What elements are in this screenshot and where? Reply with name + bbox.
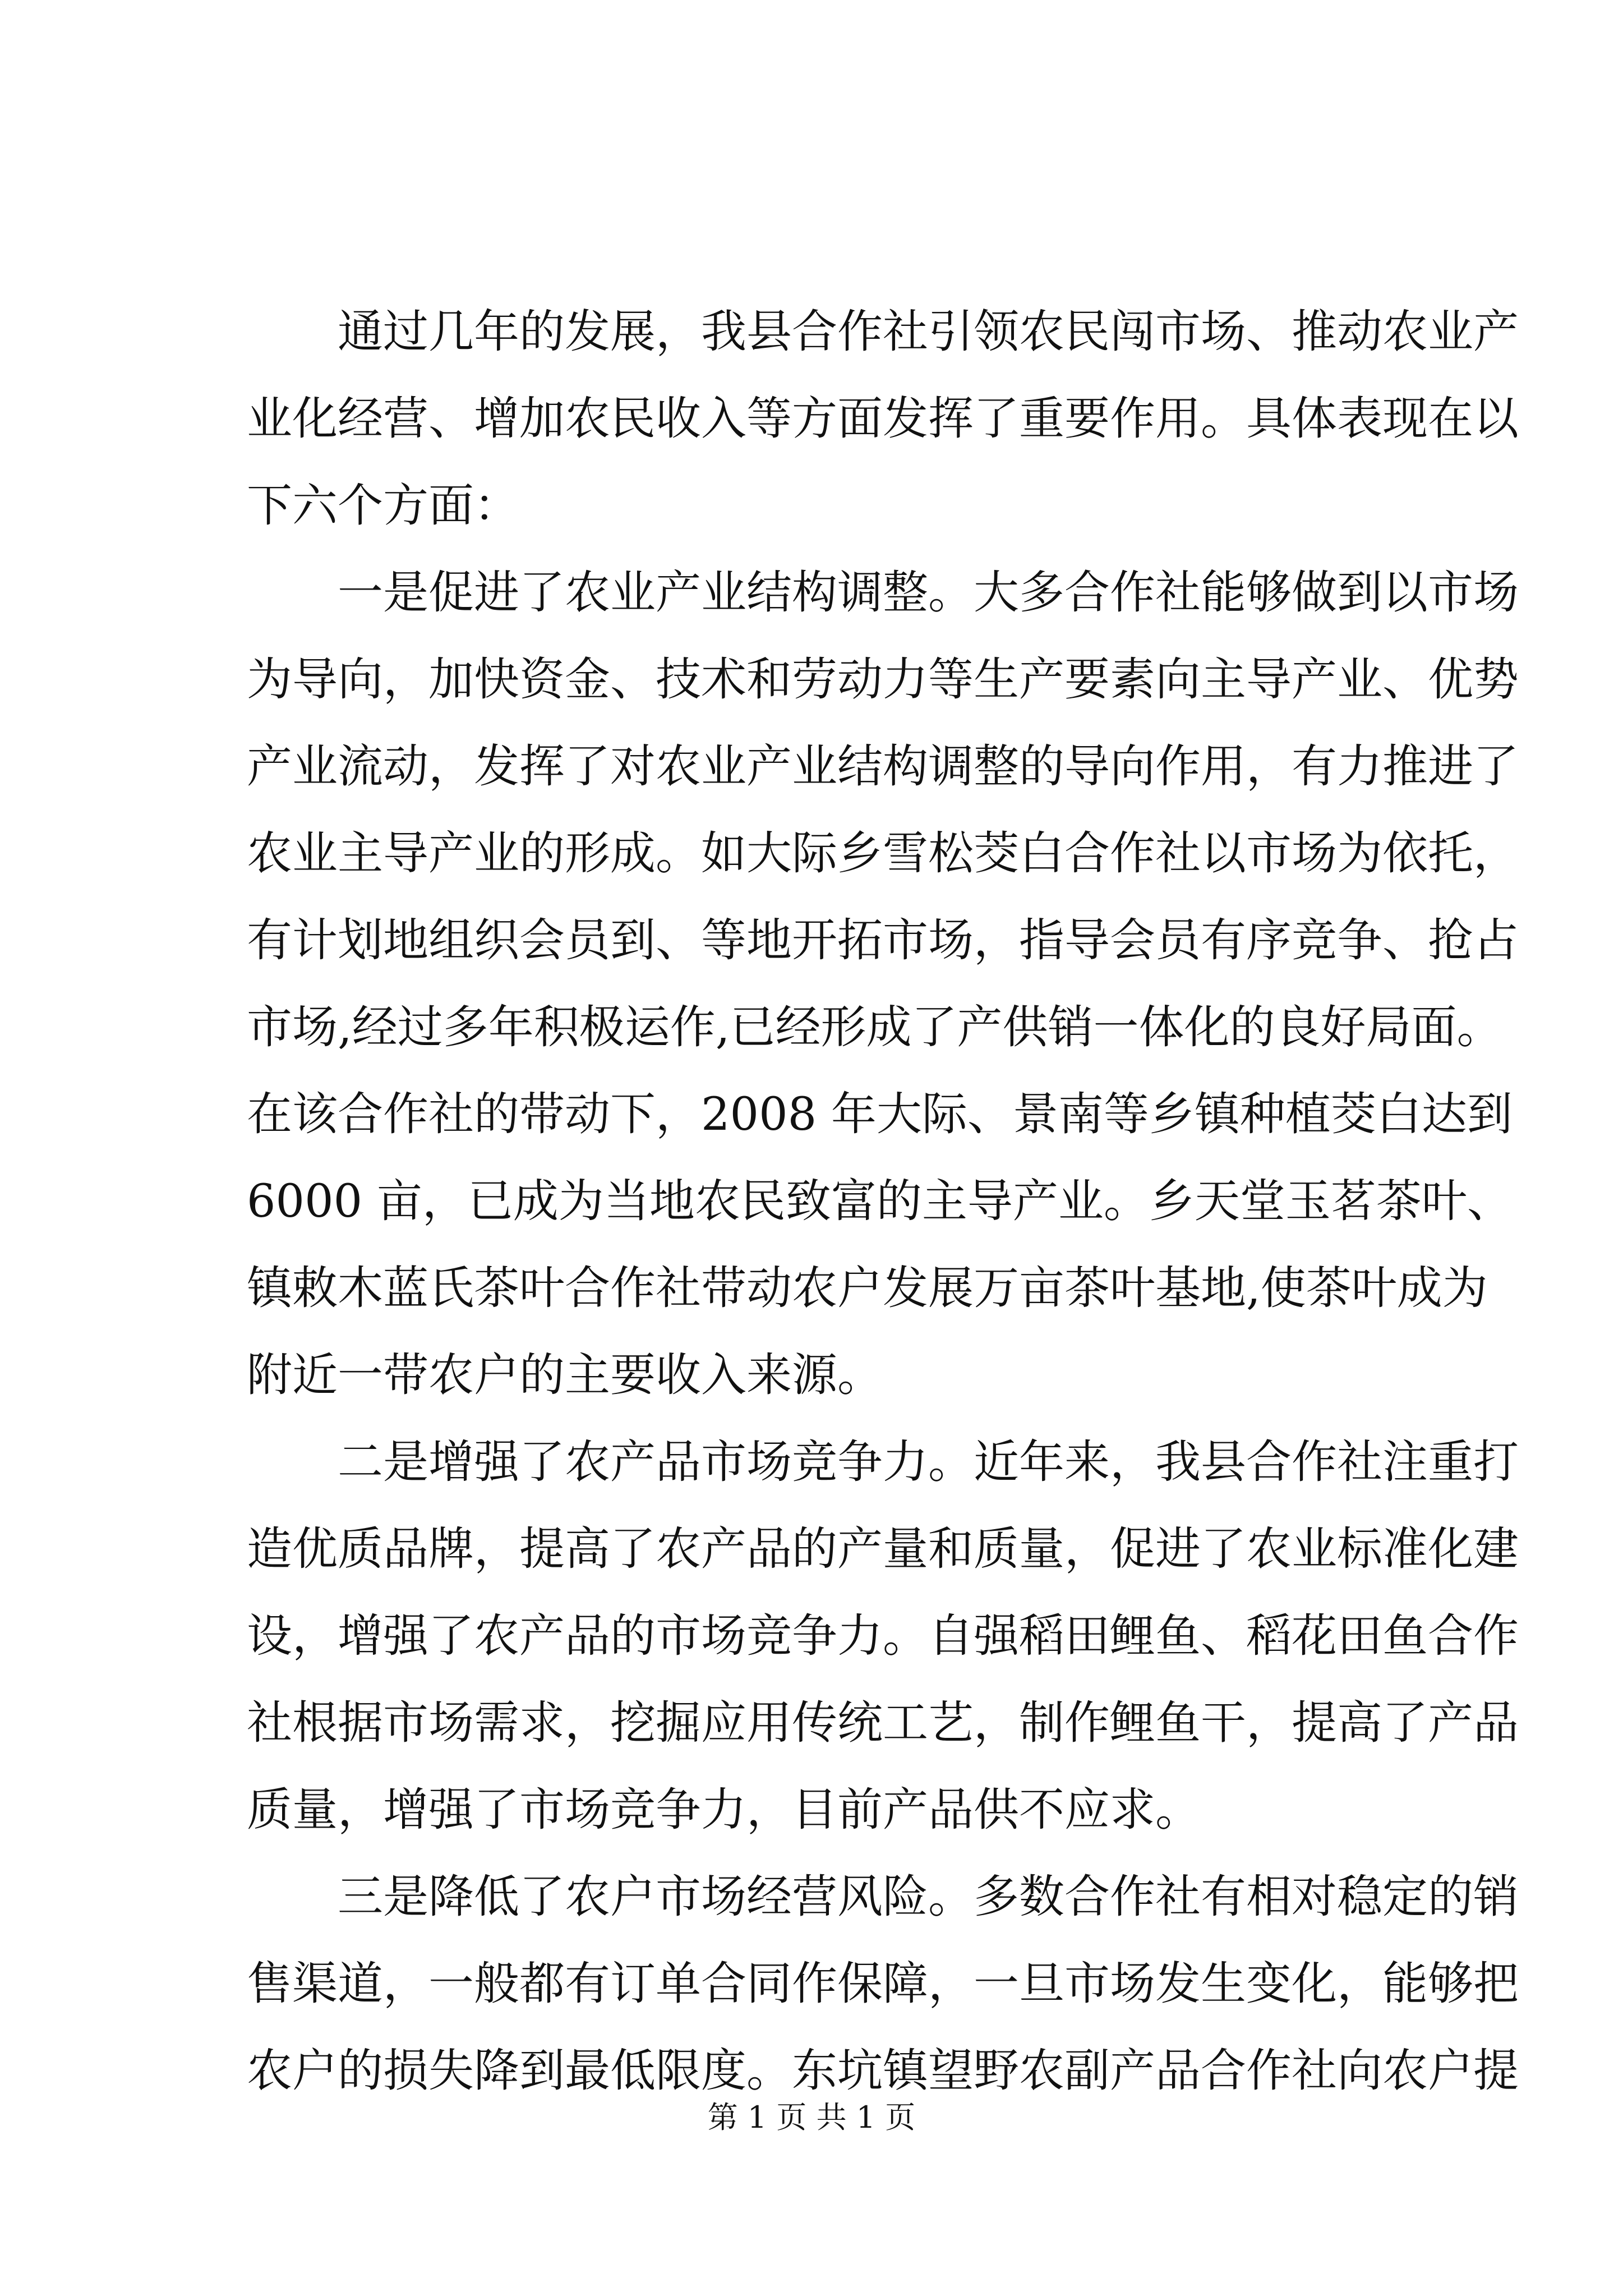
text-line: 农户的损失降到最低限度。东坑镇望野农副产品合作社向农户提 [247,2045,1519,2097]
page-number-label: 第 1 页 共 1 页 [707,2100,916,2135]
text-line: 6000 亩，已成为当地农民致富的主导产业。乡天堂玉茗茶叶、 [247,1175,1513,1228]
paragraph-competitiveness [247,1419,1519,1854]
paragraph-intro [247,289,1519,550]
text-line: 造优质品牌，提高了农产品的产量和质量，促进了农业标准化建 [247,1523,1519,1576]
text-line: 镇敕木蓝氏茶叶合作社带动农户发展万亩茶叶基地,使茶叶成为 [247,1262,1488,1315]
text-line: 一是促进了农业产业结构调整。大多合作社能够做到以市场 [338,567,1519,619]
text-line: 附近一带农户的主要收入来源。 [247,1349,883,1402]
text-line: 设，增强了农产品的市场竞争力。自强稻田鲤鱼、稻花田鱼合作 [247,1610,1519,1663]
text-line: 为导向，加快资金、技术和劳动力等生产要素向主导产业、优势 [247,654,1519,706]
body-text [247,289,1519,2115]
text-line: 二是增强了农产品市场竞争力。近年来，我县合作社注重打 [338,1436,1519,1489]
text-line: 社根据市场需求，挖掘应用传统工艺，制作鲤鱼干，提高了产品 [247,1697,1519,1750]
text-line: 下六个方面： [247,480,520,532]
text-line: 业化经营、增加农民收入等方面发挥了重要作用。具体表现在以 [247,393,1519,445]
text-line: 市场,经过多年积极运作,已经形成了产供销一体化的良好局面。 [247,1001,1502,1054]
paragraph-structure-adjustment [247,550,1519,1419]
paragraph-risk-reduction [247,1854,1519,2115]
text-line: 在该合作社的带动下，2008 年大际、景南等乡镇种植茭白达到 [247,1088,1513,1141]
text-line: 售渠道，一般都有订单合同作保障，一旦市场发生变化，能够把 [247,1958,1519,2010]
text-line: 产业流动，发挥了对农业产业结构调整的导向作用，有力推进了 [247,740,1519,793]
text-line: 通过几年的发展，我县合作社引领农民闯市场、推动农业产 [338,306,1519,358]
text-line: 农业主导产业的形成。如大际乡雪松茭白合作社以市场为依托， [247,827,1519,880]
text-line: 有计划地组织会员到、等地开拓市场，指导会员有序竞争、抢占 [247,914,1519,967]
text-line: 三是降低了农户市场经营风险。多数合作社有相对稳定的销 [338,1871,1519,1924]
text-line: 质量，增强了市场竞争力，目前产品供不应求。 [247,1784,1201,1837]
page-footer [0,2098,1623,2137]
